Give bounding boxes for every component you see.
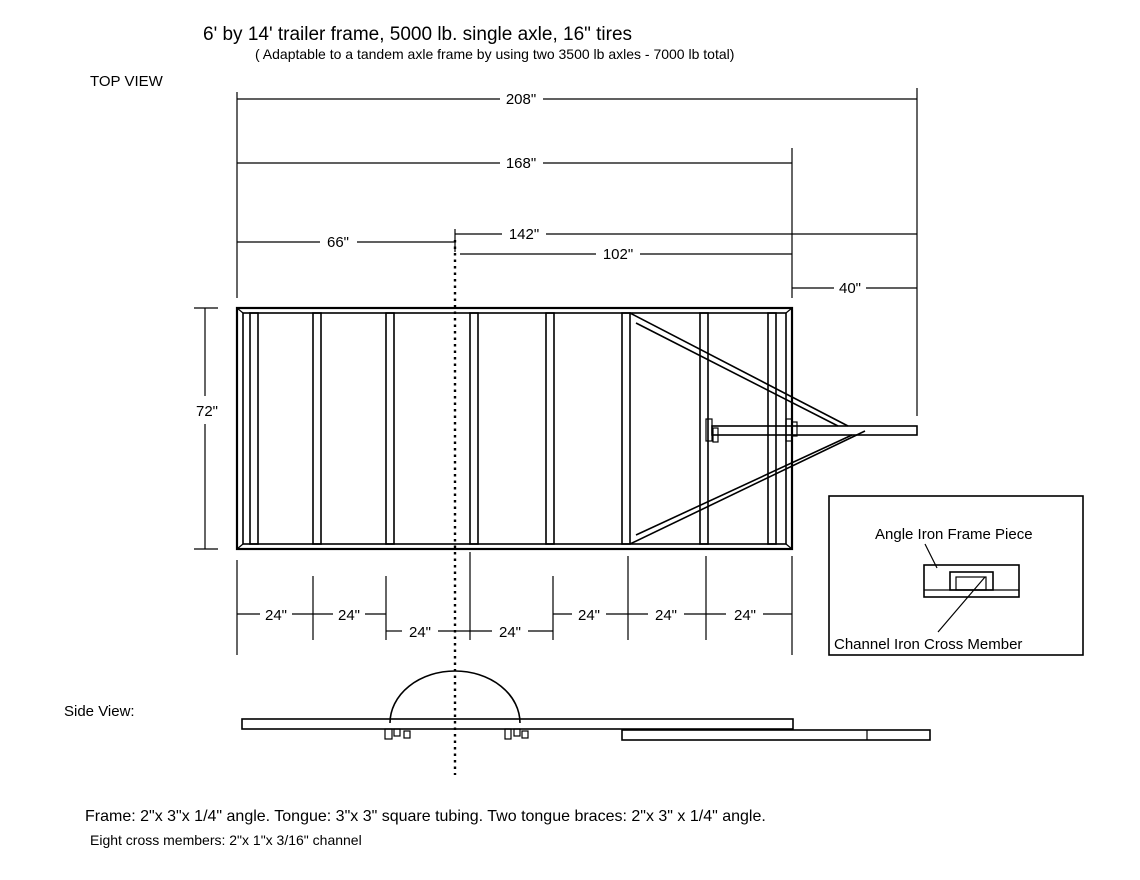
dim-axle-to-tongue-end: 142" xyxy=(508,226,540,243)
dim-spacing: 24" xyxy=(577,607,601,624)
tongue xyxy=(706,419,917,442)
dim-spacing: 24" xyxy=(408,624,432,641)
cross-section-inset xyxy=(829,496,1083,655)
angle-iron-label: Angle Iron Frame Piece xyxy=(875,526,1033,543)
diagram-subtitle: ( Adaptable to a tandem axle frame by using two 3500 lb axles - 7000 lb total) xyxy=(255,46,735,62)
side-view xyxy=(242,671,930,740)
top-view-label: TOP VIEW xyxy=(90,73,163,90)
dim-tongue-extension: 40" xyxy=(838,280,862,297)
dim-spacing: 24" xyxy=(654,607,678,624)
materials-note-line-2: Eight cross members: 2"x 1"x 3/16" channel xyxy=(90,832,362,848)
channel-iron-label: Channel Iron Cross Member xyxy=(834,636,1023,653)
dim-axle-to-body-end: 102" xyxy=(602,246,634,263)
side-view-label: Side View: xyxy=(64,703,135,720)
dim-width: 72" xyxy=(195,403,219,420)
materials-note-line-1: Frame: 2"x 3"x 1/4" angle. Tongue: 3"x 3" square tubing. Two tongue braces: 2"x 3" x 1/4" angle. xyxy=(85,808,766,825)
dim-spacing: 24" xyxy=(337,607,361,624)
top-view-frame xyxy=(237,308,917,549)
dim-overall: 208" xyxy=(505,91,537,108)
dim-spacing: 24" xyxy=(264,607,288,624)
diagram-title: 6' by 14' trailer frame, 5000 lb. single axle, 16" tires xyxy=(203,24,633,45)
dim-spacing: 24" xyxy=(733,607,757,624)
dim-spacing: 24" xyxy=(498,624,522,641)
dimension-lines xyxy=(194,88,917,655)
dim-body-length: 168" xyxy=(505,155,537,172)
dim-axle-to-front: 66" xyxy=(326,234,350,251)
